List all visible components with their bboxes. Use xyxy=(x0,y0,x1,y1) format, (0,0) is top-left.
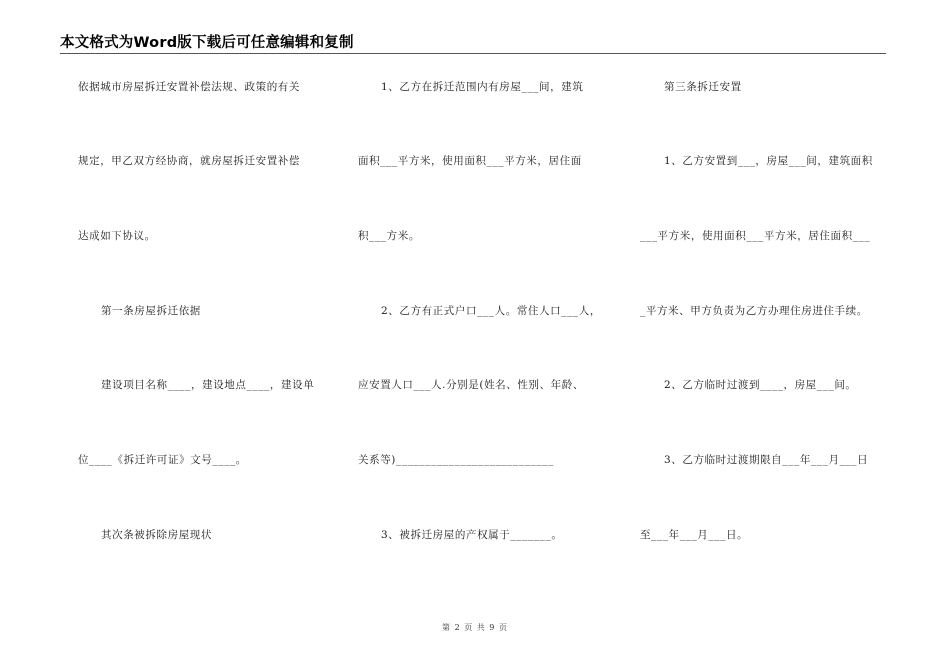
text-line: 依据城市房屋拆迁安置补偿法规、政策的有关 xyxy=(78,81,300,93)
text-line: 达成如下协议。 xyxy=(78,230,156,242)
text-line: 规定，甲乙双方经协商，就房屋拆迁安置补偿 xyxy=(78,155,300,167)
section-heading: 第三条拆迁安置 xyxy=(664,81,742,93)
text-line: 面积___平方米，使用面积___平方米，居住面 xyxy=(358,155,582,167)
text-line: 2、乙方有正式户口___人。常住人口___人， xyxy=(381,305,601,317)
text-line: 关系等)___________________________ xyxy=(358,454,554,466)
text-line: 积___方米。 xyxy=(358,230,420,242)
text-line: 1、乙方在拆迁范围内有房屋___间，建筑 xyxy=(381,81,584,93)
text-line: 3、乙方临时过渡期限自___年___月___日 xyxy=(664,454,869,466)
page-number: 第 2 页 共 9 页 xyxy=(442,623,508,632)
text-line: _平方米、甲方负责为乙方办理住房进住手续。 xyxy=(640,305,868,317)
text-line: ___平方米，使用面积___平方米，居住面积___ xyxy=(640,230,871,242)
text-line: 1、乙方安置到___，房屋___间，建筑面积 xyxy=(664,155,873,167)
document-header-title: 本文格式为Word版下载后可任意编辑和复制 xyxy=(60,35,354,51)
text-line: 至___年___月___日。 xyxy=(640,529,749,541)
section-heading: 第一条房屋拆迁依据 xyxy=(101,305,201,317)
text-line: 应安置人口___人.分别是(姓名、性别、年龄、 xyxy=(358,379,584,391)
section-heading: 其次条被拆除房屋现状 xyxy=(101,529,212,541)
text-line: 3、被拆迁房屋的产权属于_______。 xyxy=(381,529,563,541)
text-line: 2、乙方临时过渡到____，房屋___间。 xyxy=(664,379,857,391)
header-divider xyxy=(60,53,886,54)
text-line: 建设项目名称____，建设地点____，建设单 xyxy=(101,379,315,391)
text-line: 位____《拆迁许可证》文号____。 xyxy=(78,454,247,466)
